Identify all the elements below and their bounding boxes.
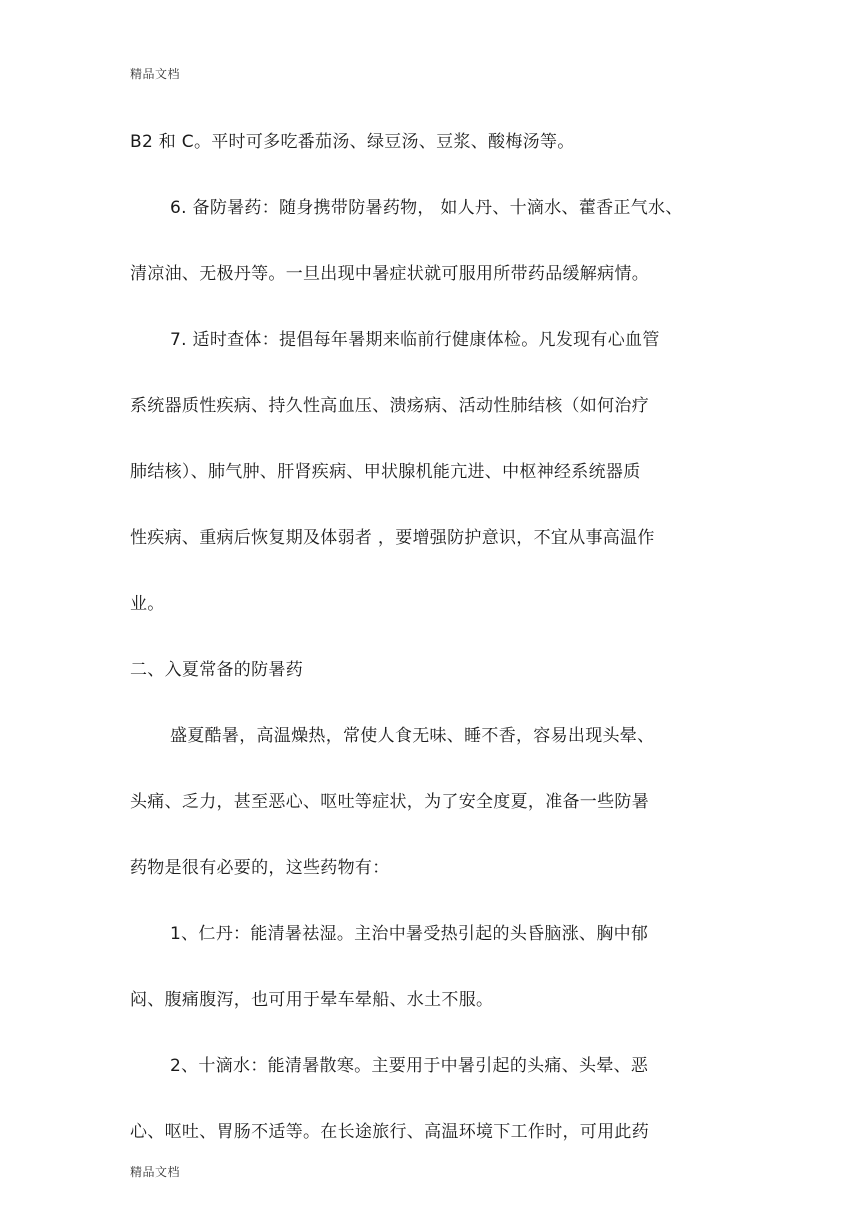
section-heading: 二、入夏常备的防暑药 xyxy=(130,660,303,680)
text-line: 7. 适时查体：提倡每年暑期来临前行健康体检。凡发现有心血管 xyxy=(170,330,660,350)
text-line: 业。 xyxy=(130,594,165,614)
text-line: B2 和 C。平时可多吃番茄汤、绿豆汤、豆浆、酸梅汤等。 xyxy=(130,132,575,152)
text-line: 系统器质性疾病、持久性高血压、溃疡病、活动性肺结核（如何治疗 xyxy=(130,396,649,416)
page-header: 精品文档 xyxy=(130,67,181,81)
text-line: 闷、腹痛腹泻，也可用于晕车晕船、水土不服。 xyxy=(130,990,494,1010)
text-line: 头痛、乏力，甚至恶心、呕吐等症状，为了安全度夏，准备一些防暑 xyxy=(130,792,649,812)
text-line: 肺结核）、肺气肿、肝肾疾病、甲状腺机能亢进、中枢神经系统器质 xyxy=(130,462,641,482)
text-line: 药物是很有必要的，这些药物有： xyxy=(130,858,390,878)
text-line: 清凉油、无极丹等。一旦出现中暑症状就可服用所带药品缓解病情。 xyxy=(130,264,649,284)
text-line: 2、十滴水：能清暑散寒。主要用于中暑引起的头痛、头晕、恶 xyxy=(170,1056,649,1076)
text-line: 性疾病、重病后恢复期及体弱者 ，要增强防护意识，不宜从事高温作 xyxy=(130,528,655,548)
text-line: 6. 备防暑药：随身携带防暑药物， 如人丹、十滴水、藿香正气水、 xyxy=(170,198,683,218)
page-footer: 精品文档 xyxy=(130,1165,181,1179)
text-line: 盛夏酷暑，高温燥热，常使人食无味、睡不香，容易出现头晕、 xyxy=(170,726,655,746)
text-line: 心、呕吐、胃肠不适等。在长途旅行、高温环境下工作时，可用此药 xyxy=(130,1122,649,1142)
text-line: 1、仁丹：能清暑祛湿。主治中暑受热引起的头昏脑涨、胸中郁 xyxy=(170,924,649,944)
document-body xyxy=(130,127,750,1183)
